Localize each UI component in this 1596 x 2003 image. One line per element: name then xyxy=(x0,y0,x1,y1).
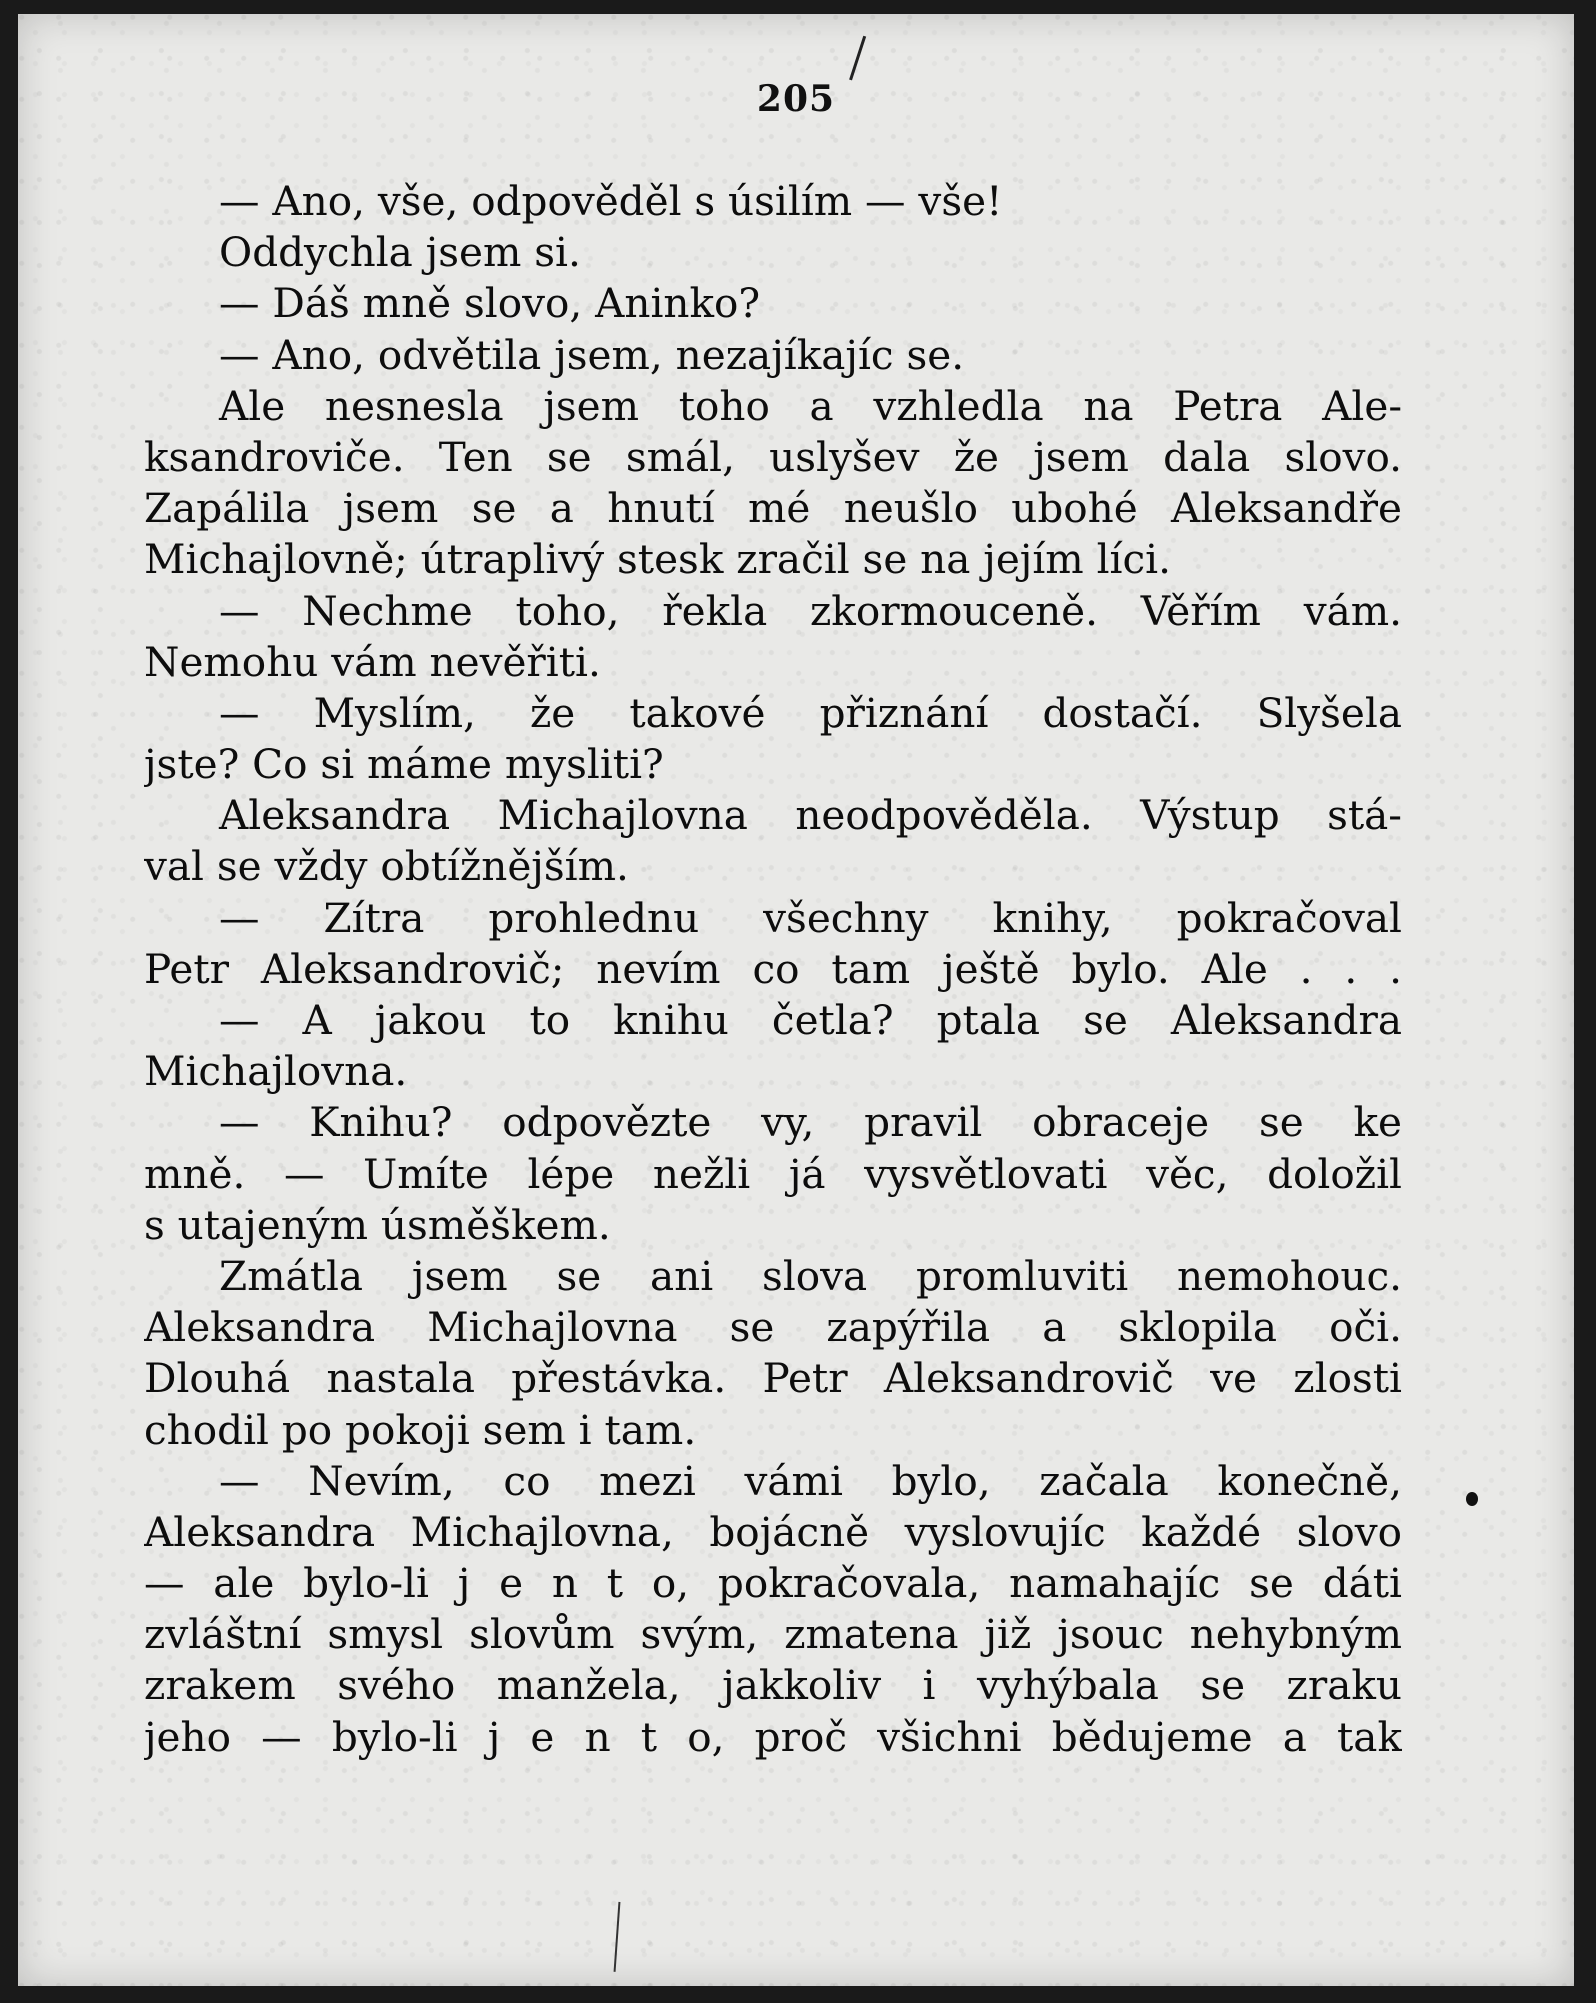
text-line: — Zítra prohlednu všechny knihy, pokračoval xyxy=(219,893,1402,942)
ink-spot xyxy=(1466,1492,1478,1506)
page-number: 205 xyxy=(756,78,836,120)
text-line: Petr Aleksandrovič; nevím co tam ještě bylo. Ale . . . xyxy=(144,944,1402,993)
text-line: zrakem svého manžela, jakkoliv i vyhýbala se zraku xyxy=(144,1661,1402,1710)
ink-mark xyxy=(849,36,872,83)
text-line: ksandroviče. Ten se smál, uslyšev že jsem dala slovo. xyxy=(144,432,1402,481)
text-line: — Knihu? odpovězte vy, pravil obraceje se ke xyxy=(219,1098,1402,1147)
text-line: Aleksandra Michajlovna neodpověděla. Výstup stá- xyxy=(219,791,1402,840)
text-line: Ale nesnesla jsem toho a vzhledla na Petra Ale- xyxy=(219,381,1402,430)
text-line: Aleksandra Michajlovna se zapýřila a sklopila oči. xyxy=(144,1303,1402,1352)
text-line: — Ano, odvětila jsem, nezajíkajíc se. xyxy=(219,330,965,379)
text-line: jeho — bylo-li j e n t o, proč všichni bědujeme a tak xyxy=(144,1712,1402,1761)
text-line: s utajeným úsměškem. xyxy=(144,1200,611,1249)
text-line: — A jakou to knihu četla? ptala se Aleksandra xyxy=(219,996,1402,1044)
ink-mark xyxy=(614,1902,625,1972)
text-line: Dlouhá nastala přestávka. Petr Aleksandrovič ve zlosti xyxy=(144,1354,1402,1403)
text-line: — Ano, vše, odpověděl s úsilím — vše! xyxy=(219,177,1003,225)
text-line: mně. — Umíte lépe nežli já vysvětlovati věc, doložil xyxy=(144,1149,1402,1198)
text-line: — Dáš mně slovo, Aninko? xyxy=(219,279,761,328)
text-line: jste? Co si máme mysliti? xyxy=(144,740,664,789)
text-line: Aleksandra Michajlovna, bojácně vyslovujíc každé slovo xyxy=(144,1507,1402,1556)
text-line: Zapálila jsem se a hnutí mé neušlo ubohé Aleksandře xyxy=(144,484,1402,533)
book-page xyxy=(18,14,1574,1986)
text-line: zvláštní smysl slovům svým, zmatena již jsouc nehybným xyxy=(144,1610,1402,1659)
text-line: — ale bylo-li j e n t o, pokračovala, namahajíc se dáti xyxy=(144,1559,1402,1608)
text-line: Oddychla jsem si. xyxy=(219,228,581,277)
text-line: — Nechme toho, řekla zkormouceně. Věřím vám. xyxy=(219,586,1402,635)
text-line: — Myslím, že takové přiznání dostačí. Slyšela xyxy=(219,688,1402,737)
text-line: — Nevím, co mezi vámi bylo, začala konečně, xyxy=(219,1456,1402,1505)
text-line: Michajlovna. xyxy=(144,1047,408,1096)
text-line: val se vždy obtížnějším. xyxy=(144,842,629,891)
body-text xyxy=(144,176,1402,1763)
text-line: Michajlovně; útraplivý stesk zračil se na jejím líci. xyxy=(144,535,1171,584)
text-line: chodil po pokoji sem i tam. xyxy=(144,1405,697,1454)
text-line: Zmátla jsem se ani slova promluviti nemohouc. xyxy=(219,1251,1402,1300)
text-line: Nemohu vám nevěřiti. xyxy=(144,637,601,686)
